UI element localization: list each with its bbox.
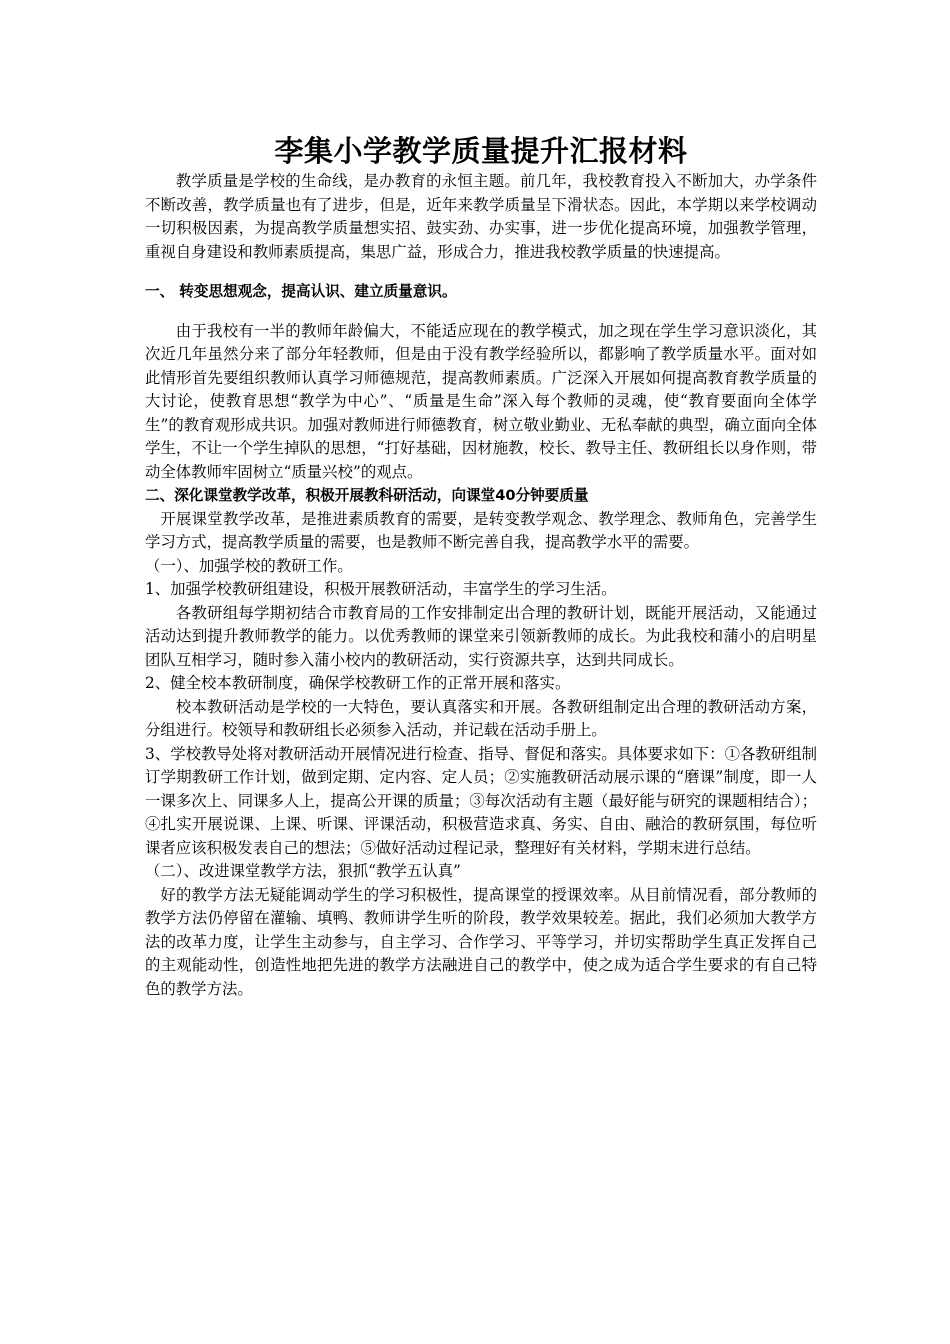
- document-title: 李集小学教学质量提升汇报材料: [274, 134, 688, 168]
- intro-paragraph: 教学质量是学校的生命线，是办教育的永恒主题。前几年，我校教育投入不断加大，办学条件不断改善，教学质量也有了进步，但是，近年来教学质量呈下滑状态。因此，本学期以来学校调动一切积极因素，为提高教学质量想实招、鼓实劲、办实事，进一步优化提高环境，加强教学管理，重视自身建设和教师素质提高，集思广益，形成合力，推进我校教学质量的快速提高。: [145, 172, 817, 261]
- document-page: [145, 0, 817, 1001]
- subsection2-paragraph: 好的教学方法无疑能调动学生的学习积极性，提高课堂的授课效率。从目前情况看，部分教师的教学方法仍停留在灌输、填鸭、教师讲学生听的阶段，教学效果较差。据此，我们必须加大教学方法的改革力度，让学生主动参与，自主学习、合作学习、平等学习，并切实帮助学生真正发挥自己的主观能动性，创造性地把先进的教学方法融进自己的教学中，使之成为适合学生要求的有自己特色的教学方法。: [145, 885, 817, 998]
- item1-paragraph: 各教研组每学期初结合市教育局的工作安排制定出合理的教研计划，既能开展活动，又能通过活动达到提升教师教学的能力。以优秀教师的课堂来引领新教师的成长。为此我校和蒲小的启明星团队互相学习，随时参入蒲小校内的教研活动，实行资源共享，达到共同成长。: [145, 603, 817, 669]
- subsection2-heading: （二）、改进课堂教学方法，狠抓“教学五认真”: [145, 862, 461, 880]
- section2-heading: 二、深化课堂教学改革，积极开展教科研活动，向课堂40分钟要质量: [145, 487, 589, 504]
- section1-paragraph: 由于我校有一半的教师年龄偏大，不能适应现在的教学模式，加之现在学生学习意识淡化，其次近几年虽然分来了部分年轻教师，但是由于没有教学经验所以，都影响了教学质量水平。面对如此情形首先要组织教师认真学习师德规范，提高教师素质。广泛深入开展如何提高教育教学质量的大讨论，使教育思想“教学为中心”、“质量是生命”深入每个教师的灵魂，使“教育要面向全体学生”的教育观形成共识。加强对教师进行师德教育，树立敬业勤业、无私奉献的典型，确立面向全体学生，不让一个学生掉队的思想，“打好基础，因材施教，校长、教导主任、教研组长以身作则，带动全体教师牢固树立“质量兴校”的观点。: [145, 321, 817, 481]
- section2-paragraph: 开展课堂教学改革，是推进素质教育的需要，是转变教学观念、教学理念、教师角色，完善学生学习方式，提高教学质量的需要，也是教师不断完善自我，提高教学水平的需要。: [145, 509, 817, 551]
- item2-heading: 2、健全校本教研制度，确保学校教研工作的正常开展和落实。: [145, 674, 571, 692]
- item1-heading: 1、加强学校教研组建设，积极开展教研活动，丰富学生的学习生活。: [145, 580, 617, 598]
- item2-paragraph: 校本教研活动是学校的一大特色，要认真落实和开展。各教研组制定出合理的教研活动方案，分组进行。校领导和教研组长必须参入活动，并记载在活动手册上。: [145, 697, 817, 739]
- section1-heading: 一、 转变思想观念，提高认识、建立质量意识。: [145, 283, 457, 300]
- item3-paragraph: 3、学校教导处将对教研活动开展情况进行检查、指导、督促和落实。具体要求如下：①各教研组制订学期教研工作计划，做到定期、定内容、定人员；②实施教研活动展示课的“磨课”制度，即一人一课多次上、同课多人上，提高公开课的质量；③每次活动有主题（最好能与研究的课题相结合）；④扎实开展说课、上课、听课、评课活动，积极营造求真、务实、自由、融洽的教研氛围，每位听课者应该积极发表自己的想法；⑤做好活动过程记录，整理好有关材料，学期末进行总结。: [145, 744, 817, 857]
- subsection1-heading: （一）、加强学校的教研工作。: [145, 556, 353, 575]
